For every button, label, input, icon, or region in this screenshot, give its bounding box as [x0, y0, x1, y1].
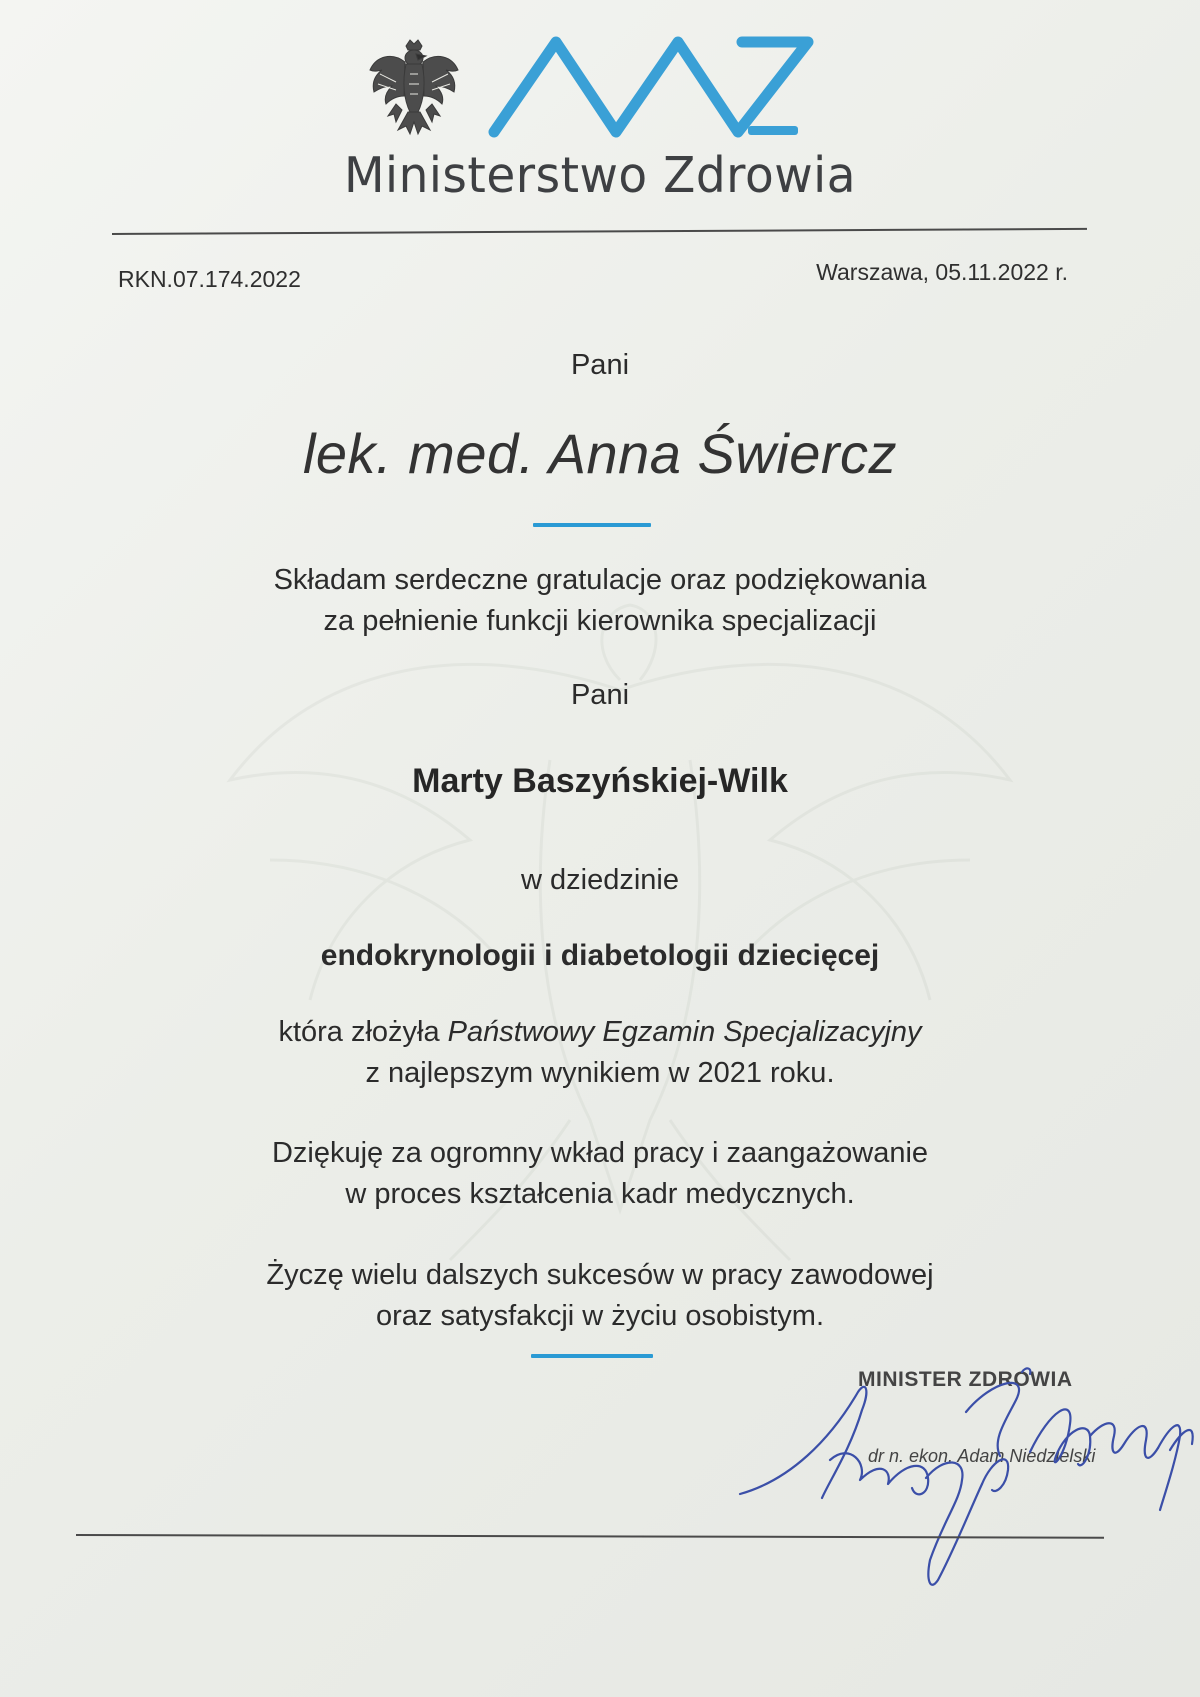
place-date: Warszawa, 05.11.2022 r.: [816, 259, 1068, 285]
minister-title: MINISTER ZDROWIA: [858, 1368, 1073, 1391]
field-name: endokrynologii i diabetologii dziecięcej: [320, 939, 880, 972]
exam-prefix: która złożyła: [278, 1016, 448, 1048]
exam-text: [100, 1012, 1100, 1093]
congrats-line-2: za pełnienie funkcji kierownika specjalizacji: [323, 604, 877, 637]
second-salutation: Pani: [570, 679, 630, 711]
specialist-name: Marty Baszyńskiej-Wilk: [412, 762, 788, 800]
exam-name: Państwowy Egzamin Specjalizacyjny: [447, 1016, 922, 1048]
salutation: Pani: [570, 349, 630, 381]
minister-name: dr n. ekon. Adam Niedzielski: [868, 1446, 1096, 1466]
thanks-text: [100, 1133, 1100, 1214]
recipient-name: lek. med. Anna Świercz: [302, 422, 898, 485]
mz-zigzag-logo-icon: [486, 30, 826, 140]
exam-line-2: z najlepszym wynikiem w 2021 roku.: [365, 1056, 835, 1089]
header-divider: [112, 228, 1087, 235]
in-field-text: w dziedzinie: [521, 864, 679, 896]
polish-eagle-emblem-icon: [366, 38, 462, 142]
handwritten-signature-icon: [730, 1360, 1200, 1600]
congrats-line-1: Składam serdeczne gratulacje oraz podziękowania: [273, 564, 927, 596]
accent-divider-bottom: [531, 1354, 653, 1358]
ministry-name: Ministerstwo Zdrowia: [343, 146, 857, 205]
accent-divider-top: [533, 523, 651, 527]
wishes-line-1: Życzę wielu dalszych sukcesów w pracy zawodowej: [266, 1259, 934, 1291]
wishes-line-2: oraz satysfakcji w życiu osobistym.: [375, 1299, 824, 1332]
wishes-text: [100, 1255, 1100, 1336]
thanks-line-2: w proces kształcenia kadr medycznych.: [345, 1177, 855, 1210]
reference-number: RKN.07.174.2022: [118, 266, 301, 292]
thanks-line-1: Dziękuję za ogromny wkład pracy i zaangażowanie: [271, 1137, 929, 1169]
congratulations-text: [100, 560, 1100, 641]
exam-line-1: [100, 1012, 1100, 1053]
